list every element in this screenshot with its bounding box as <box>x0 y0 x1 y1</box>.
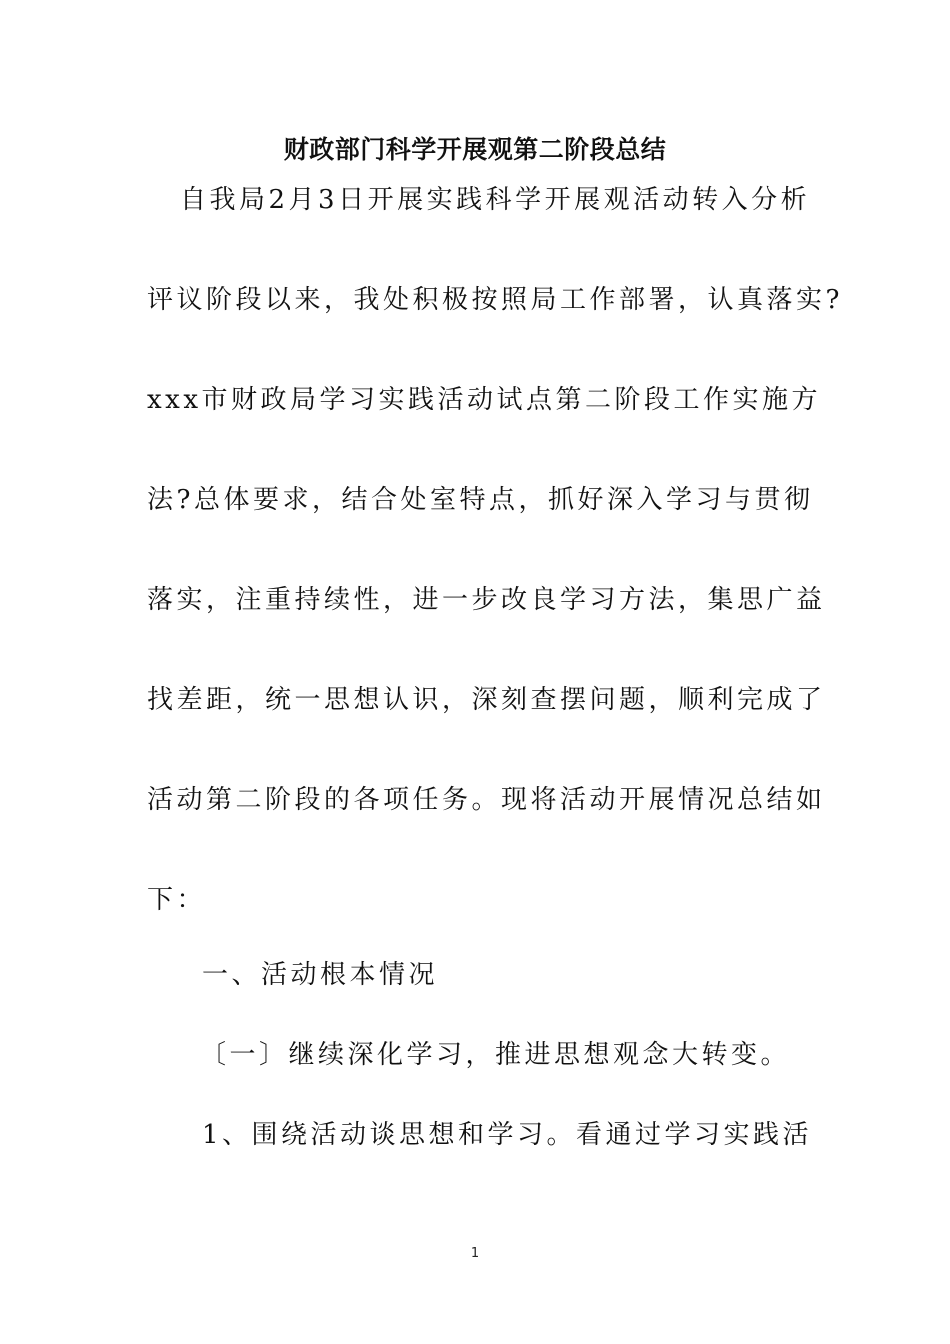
body-line-6: 找差距，统一思想认识，深刻查摆问题，顺利完成了 <box>147 685 826 715</box>
page-number: 1 <box>470 1246 480 1261</box>
item-line: 1、围绕活动谈思想和学习。看通过学习实践活 <box>202 1120 813 1150</box>
body-line-5: 落实，注重持续性，进一步改良学习方法，集思广益 <box>147 585 826 615</box>
body-line-4: 法?总体要求，结合处室特点，抓好深入学习与贯彻 <box>147 485 814 515</box>
body-line-3: xxx市财政局学习实践活动试点第二阶段工作实施方 <box>147 385 821 415</box>
body-line-2: 评议阶段以来，我处积极按照局工作部署，认真落实? <box>147 285 843 315</box>
section-heading: 一、活动根本情况 <box>202 960 439 990</box>
body-line-7: 活动第二阶段的各项任务。现将活动开展情况总结如 <box>147 785 826 815</box>
subsection-heading: 〔一〕继续深化学习，推进思想观念大转变。 <box>200 1040 791 1070</box>
body-line-1: 自我局2月3日开展实践科学开展观活动转入分析 <box>180 185 811 215</box>
body-line-8: 下： <box>147 885 207 915</box>
document-title: 财政部门科学开展观第二阶段总结 <box>283 135 667 164</box>
